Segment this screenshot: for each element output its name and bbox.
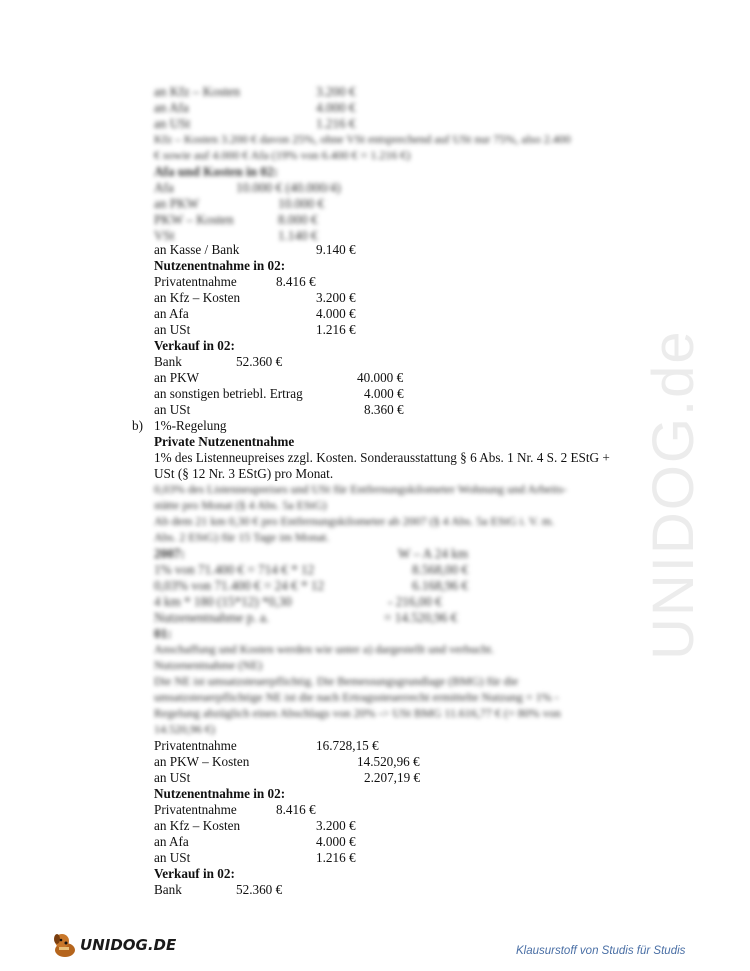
doc-line: an Afa xyxy=(154,306,189,321)
doc-amount: W – A 24 km xyxy=(398,546,469,561)
doc-line: an Kfz – Kosten xyxy=(154,290,241,305)
doc-line: VSt xyxy=(154,228,175,243)
doc-heading: Nutzenentnahme in 02: xyxy=(154,258,286,273)
doc-amount: 1.140 € xyxy=(278,228,318,243)
doc-amount: 3.200 € xyxy=(316,290,356,305)
doc-amount: 8.000 € xyxy=(278,212,318,227)
doc-line: an PKW xyxy=(154,196,200,211)
watermark-text: UNIDOG.de xyxy=(641,329,706,660)
doc-line: Afa xyxy=(154,180,174,195)
doc-line: Nutzenentnahme (NE) xyxy=(154,658,263,672)
doc-amount: 1.216 € xyxy=(316,116,356,131)
doc-line: an Kasse / Bank xyxy=(154,242,240,257)
doc-line: an USt xyxy=(154,322,191,337)
doc-line: stätte pro Monat (§ 4 Abs. 5a EStG) xyxy=(154,498,327,512)
doc-amount: - 216,00 € xyxy=(388,594,442,609)
doc-amount: 9.140 € xyxy=(316,242,356,257)
doc-amount: 4.000 € xyxy=(316,100,356,115)
doc-line: an USt xyxy=(154,850,191,865)
doc-amount: 52.360 € xyxy=(236,354,283,369)
doc-line: € sowie auf 4.000 € Afa (19% von 6.400 € = 1.216 €) xyxy=(154,148,411,162)
doc-line: an USt xyxy=(154,402,191,417)
doc-heading: 2007: xyxy=(154,546,185,561)
doc-amount: 10.000 € (40.000/4) xyxy=(236,180,341,195)
doc-line: Abs. 2 EStG) für 15 Tage im Monat. xyxy=(154,530,330,544)
doc-amount: 52.360 € xyxy=(236,882,283,897)
footer-slogan: Klausurstoff von Studis für Studis xyxy=(516,945,686,957)
doc-line: an Kfz – Kosten xyxy=(154,818,241,833)
doc-line: Nutzenentnahme p. a. xyxy=(154,610,269,625)
doc-line: 4 km * 180 (15*12) *0,30 xyxy=(154,594,292,609)
doc-heading: 01: xyxy=(154,626,172,641)
doc-line: an Afa xyxy=(154,100,189,115)
doc-line: Ab dem 21 km 0,30 € pro Entfernungskilometer ab 2007 (§ 4 Abs. 5a EStG i. V. m. xyxy=(154,514,555,528)
doc-heading: Verkauf in 02: xyxy=(154,338,235,353)
doc-line: an Afa xyxy=(154,834,189,849)
doc-amount: 2.207,19 € xyxy=(364,770,421,785)
doc-heading: Private Nutzenentnahme xyxy=(154,434,295,449)
doc-paragraph-line: USt (§ 12 Nr. 3 EStG) pro Monat. xyxy=(154,466,334,481)
doc-line: an Kfz – Kosten xyxy=(154,84,241,99)
doc-line: 0,03% des Listenneupreises und USt für Entfernungskilometer Wohnung und Arbeits- xyxy=(154,482,567,496)
doc-line: an PKW – Kosten xyxy=(154,754,250,769)
doc-line: Privatentnahme xyxy=(154,802,237,817)
doc-amount: 10.000 € xyxy=(278,196,325,211)
doc-line: umsatzsteuerpflichtige NE ist die nach Ertragssteuerrecht ermittelte Nutzung = 1% - xyxy=(154,690,559,704)
doc-heading: Verkauf in 02: xyxy=(154,866,235,881)
doc-amount: 4.000 € xyxy=(364,386,404,401)
doc-line: Anschaffung und Kosten werden wie unter a) dargestellt und verbucht. xyxy=(154,642,495,656)
doc-line: Kfz – Kosten 3.200 € davon 25%, ohne VSt entsprechend auf USt nur 75%, also 2.400 xyxy=(154,132,571,146)
doc-amount: 3.200 € xyxy=(316,84,356,99)
doc-amount: 8.416 € xyxy=(276,274,316,289)
doc-amount: 16.728,15 € xyxy=(316,738,379,753)
doc-heading: Afa und Kosten in 02: xyxy=(154,164,278,179)
doc-line: 0,03% von 71.400 € = 24 € * 12 xyxy=(154,578,325,593)
doc-heading: Nutzenentnahme in 02: xyxy=(154,786,286,801)
doc-amount: 3.200 € xyxy=(316,818,356,833)
doc-line: Regelung abzüglich eines Abschlags von 20% -> USt BMG 11.616,77 € (= 80% von xyxy=(154,706,561,720)
doc-amount: 4.000 € xyxy=(316,306,356,321)
doc-amount: 4.000 € xyxy=(316,834,356,849)
doc-line: Privatentnahme xyxy=(154,274,237,289)
list-marker: b) xyxy=(132,418,143,433)
dog-mascot-icon xyxy=(50,930,80,960)
unidog-logo xyxy=(50,928,177,962)
doc-amount: 14.520,96 € xyxy=(357,754,420,769)
doc-amount: 1.216 € xyxy=(316,322,356,337)
doc-line: 14.520,96 €) xyxy=(154,722,215,736)
doc-amount: 6.168,96 € xyxy=(412,578,469,593)
doc-amount: 40.000 € xyxy=(357,370,404,385)
logo-text: UNIDOG.DE xyxy=(80,936,177,954)
doc-line: Bank xyxy=(154,882,182,897)
doc-amount: 8.416 € xyxy=(276,802,316,817)
doc-paragraph-line: 1% des Listenneupreises zzgl. Kosten. Sonderausstattung § 6 Abs. 1 Nr. 4 S. 2 EStG + xyxy=(154,450,610,465)
doc-line: PKW – Kosten xyxy=(154,212,234,227)
doc-amount: = 14.520,96 € xyxy=(384,610,458,625)
doc-line: an sonstigen betriebl. Ertrag xyxy=(154,386,303,401)
doc-amount: 1.216 € xyxy=(316,850,356,865)
doc-line: an PKW xyxy=(154,370,200,385)
section-title: 1%-Regelung xyxy=(154,418,227,433)
doc-amount: 8.360 € xyxy=(364,402,404,417)
doc-line: an USt xyxy=(154,116,191,131)
doc-line: an USt xyxy=(154,770,191,785)
doc-amount: 8.568,00 € xyxy=(412,562,469,577)
doc-line: Bank xyxy=(154,354,182,369)
doc-line: Privatentnahme xyxy=(154,738,237,753)
doc-line: 1% von 71.400 € = 714 € * 12 xyxy=(154,562,315,577)
doc-line: Die NE ist umsatzsteuerpflichtig. Die Bemessungsgrundlage (BMG) für die xyxy=(154,674,519,688)
